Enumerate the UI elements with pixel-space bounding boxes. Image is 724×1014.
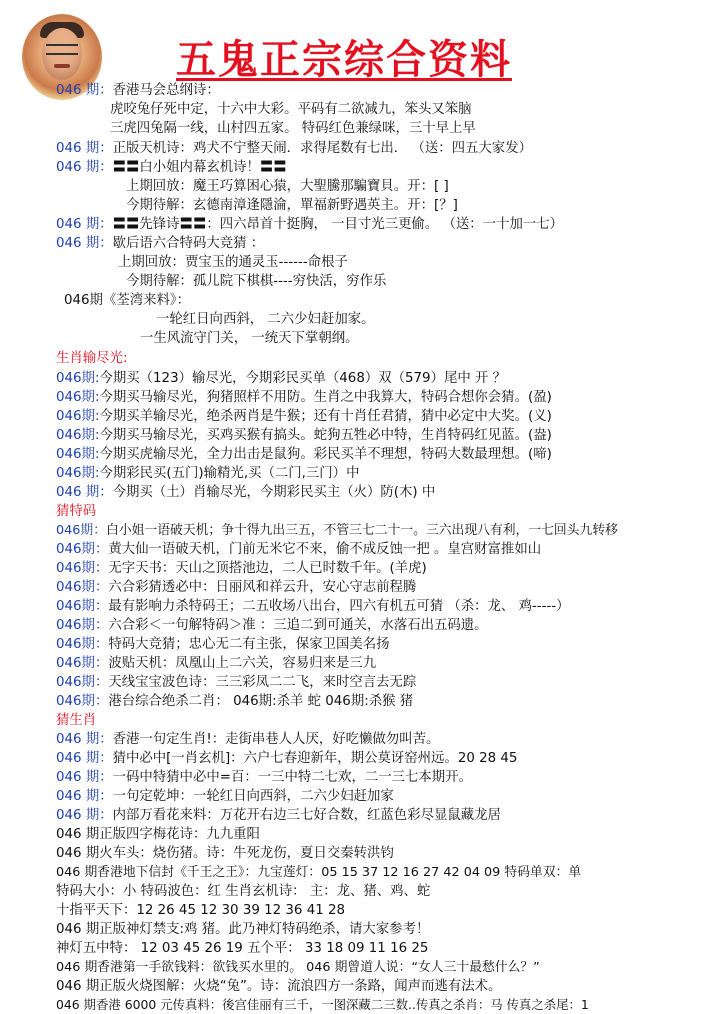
line-text: 神灯五中特： 12 03 45 26 19 五个平： 33 18 09 11 16 25 — [56, 941, 429, 956]
text-line — [56, 731, 439, 749]
text-line — [110, 120, 476, 138]
text-line — [56, 921, 429, 939]
line-text: 今期买马输尽光，狗猪照样不用防。生肖之中我算大，特码合想你会猜。(盈) — [99, 390, 552, 405]
line-prefix: 046期： — [56, 580, 109, 595]
text-line — [56, 940, 428, 958]
line-text: 歇后语六合特码大竞猜 ： — [112, 236, 265, 251]
line-text: 特码大小：小 特码波色：红 生肖玄机诗： 主：龙、猪、鸡、蛇 — [56, 884, 431, 899]
line-text: 〓〓先锋诗〓〓：四六昂首十挺胸， 一目寸光三更偷。 （送：一十加一七） — [112, 217, 564, 232]
line-text: 046 期香港地下信封《千王之王》：九宝莲灯：05 15 37 12 16 27 42 04 09 特码单双：单 — [56, 865, 582, 880]
text-line — [56, 408, 552, 426]
text-line — [56, 693, 413, 711]
line-text: 046 期正版火烧图解：火烧“兔”。诗：流浪四方一条路，闻声而逃有法术。 — [56, 979, 502, 994]
line-prefix: 046 期： — [56, 789, 113, 804]
text-line — [156, 311, 375, 329]
line-text: 六合彩＜一句解特码＞准 ：三追二到可通关，水落石出五码遗。 — [108, 618, 488, 633]
line-prefix: 046期： — [56, 656, 109, 671]
line-prefix: 046 期： — [56, 485, 113, 500]
line-text: 上期回放：贾宝玉的通灵玉------命根子 — [118, 255, 348, 270]
line-text: 今期买马输尽光，买鸡买猴有搞头。蛇狗五牲必中特，生肖特码红见蓝。(盎) — [99, 428, 552, 443]
text-line — [56, 235, 264, 253]
line-text: 046 期香港 6000 元传真料：後宫佳丽有三千，一图深藏二三数..传真之杀肖：马 传真之杀尾：1 — [56, 997, 589, 1012]
line-text: 无字天书：天山之顶搭池边，二人已时数千年。(羊虎) — [108, 561, 427, 576]
line-text: 〓〓白小姐内幕玄机诗！〓〓 — [112, 160, 287, 175]
line-prefix: 046 期： — [56, 770, 113, 785]
line-prefix: 046期: — [56, 428, 100, 443]
text-line — [56, 446, 552, 464]
line-text: 一句定乾坤：一轮红日向西斜，二六少妇赶加家 — [112, 789, 394, 804]
avatar-mouth — [54, 64, 70, 68]
text-line — [56, 560, 427, 578]
text-line — [126, 273, 386, 291]
text-line — [56, 216, 563, 234]
text-line — [56, 484, 435, 502]
line-text: 今期待解：孤儿院下棋棋----穷快活，穷作乐 — [126, 274, 387, 289]
text-line — [56, 902, 345, 920]
line-text: 今期买虎输尽光，全力出击是鼠狗。彩民买羊不理想，特码大数最理想。(啼) — [99, 447, 552, 462]
line-text: 波贴天机：凤凰山上二六关，容易归来是三九 — [108, 656, 377, 671]
line-text: 046期《荃湾来料》： — [64, 293, 190, 308]
line-text: 白小姐一语破天机；争十得九出三五，不管三七二十一。三六出现八有利，一七回头九转移 — [106, 523, 618, 538]
text-line — [56, 522, 618, 540]
line-prefix: 046期: — [56, 390, 100, 405]
line-prefix: 046 期： — [56, 83, 113, 98]
text-line — [56, 370, 506, 388]
text-line — [56, 389, 552, 407]
line-text: 香港马会总纲诗： — [112, 83, 220, 98]
line-text: 一生风流守门关， 一统天下掌朝纲。 — [140, 331, 359, 346]
line-prefix: 046期： — [56, 599, 109, 614]
avatar-glasses — [46, 44, 78, 55]
line-text: 虎咬兔仔死中定，十六中大彩。平码有二欲减九，笨头又笨脑 — [110, 102, 472, 117]
text-line — [56, 807, 501, 825]
line-text: 046 期香港第一手欲钱料：欲钱买水里的。 046 期曾道人说：“女人三十最愁什么？” — [56, 960, 540, 975]
line-text: 046 期正版四字梅花诗：九九重阳 — [56, 827, 260, 842]
line-text: 最有影响力杀特码王；二五收场八出台，四六有机五可猜 （杀：龙、 鸡-----） — [108, 599, 570, 614]
line-prefix: 046期: — [56, 466, 100, 481]
text-line — [56, 959, 540, 977]
text-line — [126, 197, 458, 215]
text-line — [56, 159, 287, 177]
line-prefix: 046 期： — [56, 751, 113, 766]
line-text: 黄大仙一语破天机，门前无米它不来，偷不成反蚀一把 。皇宫财富推如山 — [108, 542, 542, 557]
text-line — [56, 541, 541, 559]
text-line — [56, 427, 552, 445]
line-text: 046 期正版神灯禁支:鸡 猪。此乃神灯特码绝杀，请大家参考！ — [56, 922, 430, 937]
text-line — [56, 788, 394, 806]
text-line — [56, 674, 416, 692]
section-heading: 猜生肖 — [56, 713, 97, 728]
line-prefix: 046期： — [56, 542, 109, 557]
text-line — [56, 826, 260, 844]
line-text: 猜中必中[一肖玄机]：六户七春迎新年，期公莫讶窑州远。20 28 45 — [112, 751, 518, 766]
text-line — [110, 101, 472, 119]
line-prefix: 046 期： — [56, 160, 113, 175]
line-text: 三虎四兔隔一线，山村四五家。 特码红色兼绿咪，三十早上早 — [110, 121, 476, 136]
line-text: 上期回放：魔王巧算困心猿，大聖騰那騙寶貝。开：[ ] — [126, 179, 449, 194]
line-prefix: 046 期： — [56, 808, 113, 823]
line-text: 港台综合绝杀二肖： 046期:杀羊 蛇 046期:杀猴 猪 — [108, 694, 414, 709]
line-prefix: 046 期： — [56, 236, 113, 251]
text-line — [118, 254, 348, 272]
line-prefix: 046 期： — [56, 217, 113, 232]
line-text: 今期买羊输尽光，绝杀两肖是牛猴；还有十肖任君猜，猜中必定中大奖。(义) — [99, 409, 552, 424]
line-text: 今期买（123）输尽光，今期彩民买单（468）双（579）尾中 开 ？ — [99, 371, 507, 386]
section-heading: 猜特码 — [56, 504, 97, 519]
line-text: 今期待解：玄德南漳逢隱淪，單福新野遇英主。开：[？] — [126, 198, 458, 213]
line-text: 六合彩猜透必中：日丽风和祥云升，安心守志前程腾 — [108, 580, 417, 595]
text-line — [140, 330, 359, 348]
line-prefix: 046期： — [56, 675, 109, 690]
text-line — [64, 292, 190, 310]
line-text: 今期买（土）肖输尽光，今期彩民买主（火）防(木) 中 — [112, 485, 436, 500]
line-prefix: 046期: — [56, 447, 100, 462]
line-text: 天线宝宝波色诗：三三彩凤二二飞，来时空言去无踪 — [108, 675, 417, 690]
text-line — [56, 864, 581, 882]
text-line — [56, 579, 416, 597]
line-prefix: 046期： — [56, 694, 109, 709]
line-text: 正版天机诗：鸡犬不宁整天闹．求得尾数有七出． （送：四五大家发） — [112, 141, 532, 156]
text-line — [56, 140, 532, 158]
line-text: 十指平天下：12 26 45 12 30 39 12 36 41 28 — [56, 903, 346, 918]
line-prefix: 046期： — [56, 618, 109, 633]
section-heading: 生肖输尽光: — [56, 351, 128, 366]
text-line — [56, 655, 376, 673]
text-line — [56, 617, 488, 635]
text-line — [56, 883, 430, 901]
page-title: 五鬼正宗综合资料 — [176, 36, 512, 83]
line-text: 今期彩民买(五门)输精光,买（二门,三门）中 — [99, 466, 360, 481]
line-prefix: 046 期： — [56, 732, 113, 747]
text-line — [56, 598, 570, 616]
line-text: 特码大竞猜；忠心无二有主张，保家卫国美名扬 — [108, 637, 390, 652]
text-line — [56, 978, 501, 996]
line-prefix: 046期： — [56, 561, 109, 576]
line-text: 046 期火车头：烧伤猪。诗：牛死龙伤，夏日交秦转洪钧 — [56, 846, 394, 861]
line-text: 一码中特猜中必中=百：一三中特二七欢，二一三七本期开。 — [112, 770, 472, 785]
line-prefix: 046 期： — [56, 141, 113, 156]
text-line — [56, 82, 220, 100]
text-line — [126, 178, 449, 196]
line-text: 香港一句定生肖!：走街串巷人人厌，好吃懒做勿叫苦。 — [112, 732, 440, 747]
text-line — [56, 996, 589, 1014]
line-text: 一轮红日向西斜， 二六少妇赶加家。 — [156, 312, 375, 327]
text-line — [56, 750, 517, 768]
line-prefix: 046期: — [56, 409, 100, 424]
line-prefix: 046期： — [56, 523, 107, 538]
line-prefix: 046期： — [56, 637, 109, 652]
text-line — [56, 465, 359, 483]
text-line — [56, 636, 390, 654]
text-line — [56, 845, 394, 863]
text-line — [56, 769, 472, 787]
line-text: 内部万看花来料：万花开右边三七好合数，红蓝色彩尽显鼠藏龙居 — [112, 808, 501, 823]
line-prefix: 046期: — [56, 371, 100, 386]
